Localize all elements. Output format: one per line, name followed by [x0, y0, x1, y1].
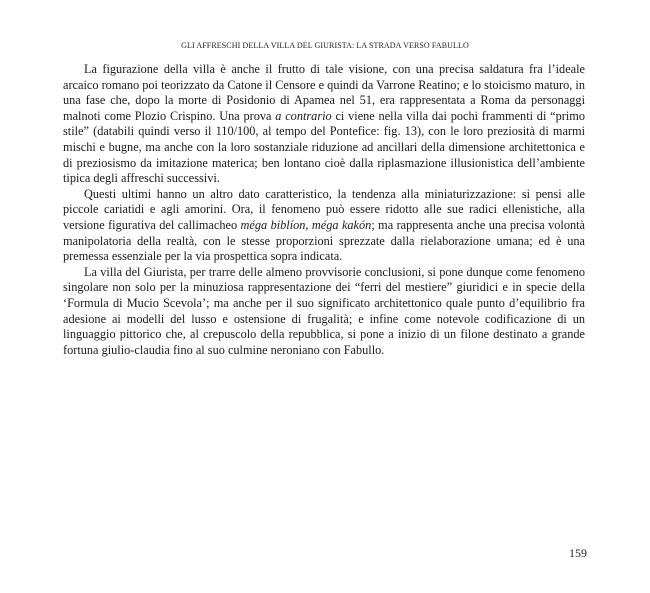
text-run: La figurazione della villa è anche il frutto di tale visione, con una precisa saldatura fra l’ideale arcaico romano poi teorizzato da Catone il Censore e quindi da Varrone Reatino; e lo stoicismo maturo, in una fase che, dopo la morte di Posidonio di Apamea nel 51, era rappresentata a Roma da personaggi malnoti come Plozio Crispino. Una prova: [63, 62, 585, 123]
text-run: Questi ultimi hanno un altro dato caratteristico, la tendenza alla miniaturizzazione: si pensi alle piccole cariatidi e agli amorini. Ora, il fenomeno può essere ridotto alle sue radici ellenistiche, alla versione figurativa del callimacheo: [63, 186, 585, 232]
paragraph: [63, 62, 585, 187]
italic-run: a contrario: [275, 108, 332, 123]
text-run: ci viene nella villa dai pochi frammenti di “primo stile” (databili quindi verso il 110/100, al tempo del Pontefice: fig. 13), con le loro preziosità di marmi mischi e bugne, ma anche con la loro sostanziale riduzione ad ancillari della dimensione architettonica e di preziosismo da imitazione materica; ben lontano cioè dalla riplasmazione illusionistica dell’ambiente tipica degli affreschi successivi.: [63, 108, 585, 186]
body-text: [63, 62, 585, 358]
text-run: La villa del Giurista, per trarre delle almeno provvisorie conclusioni, si pone dunque come fenomeno singolare non solo per la minuziosa rappresentazione dei “ferri del mestiere” giuridici e in specie della ‘Formula di Mucio Scevola’; ma anche per il suo significato architettonico quale punto d’equilibrio fra adesione ai modelli del lusso e ostensione di frugalità; e infine come notevole codificazione di un linguaggio pittorico che, al crepuscolo della repubblica, si pone a inizio di un filone destinato a grande fortuna giulio-claudia fino al suo culmine neroniano con Fabullo.: [63, 264, 585, 357]
paragraph: [63, 265, 585, 359]
italic-run: méga biblíon, méga kakón: [240, 217, 372, 232]
page-number: 159: [569, 546, 587, 560]
text-run: ; ma rappresenta anche una precisa volontà manipolatoria della realtà, con le stesse proporzioni sprezzate dalla rielaborazione umana; ed è una premessa essenziale per la via prospettica sopra indicata.: [63, 217, 586, 264]
paragraph: [63, 187, 585, 265]
running-head: GLI AFFRESCHI DELLA VILLA DEL GIURISTA: LA STRADA VERSO FABULLO: [181, 41, 469, 50]
